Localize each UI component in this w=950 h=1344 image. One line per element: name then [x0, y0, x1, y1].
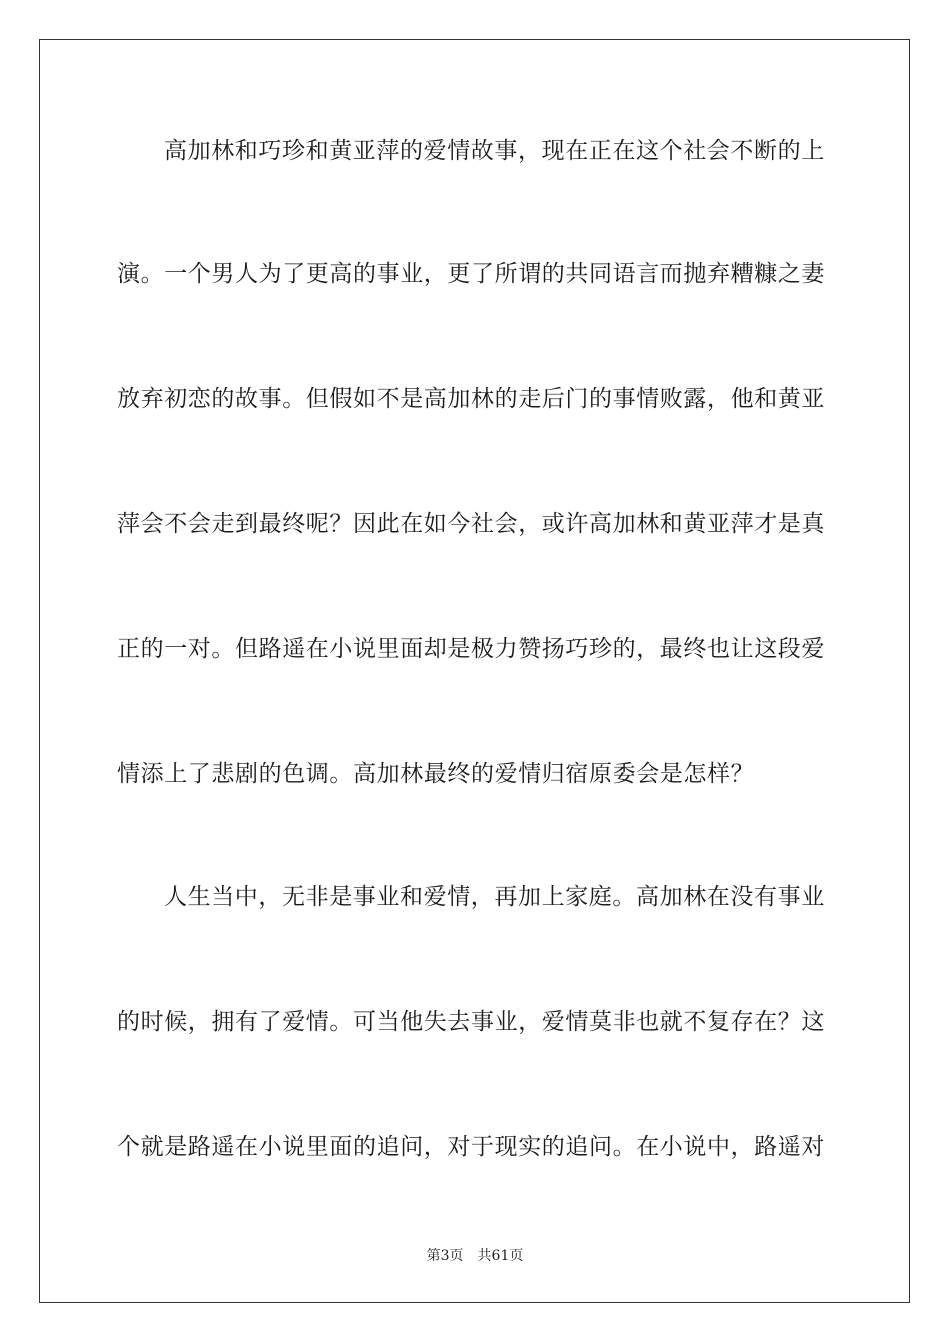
paragraph-1-line-5: 正的一对。但路遥在小说里面却是极力赞扬巧珍的，最终也让这段爱: [117, 636, 825, 662]
page-border: [39, 39, 910, 1303]
paragraph-2-line-1: 人生当中，无非是事业和爱情，再加上家庭。高加林在没有事业: [164, 884, 825, 910]
paragraph-1-line-2: 演。一个男人为了更高的事业，更了所谓的共同语言而抛弃糟糠之妻: [117, 261, 825, 287]
paragraph-2-line-3: 个就是路遥在小说里面的追问，对于现实的追问。在小说中，路遥对: [117, 1134, 825, 1160]
paragraph-1-line-3: 放弃初恋的故事。但假如不是高加林的走后门的事情败露，他和黄亚: [117, 386, 825, 412]
paragraph-1-line-4: 萍会不会走到最终呢？因此在如今社会，或许高加林和黄亚萍才是真: [117, 511, 825, 537]
total-pages: 共61页: [477, 1248, 524, 1264]
page-number: 第3页: [426, 1248, 464, 1264]
page-footer: [0, 1247, 950, 1265]
paragraph-2-line-2: 的时候，拥有了爱情。可当他失去事业，爱情莫非也就不复存在？这: [117, 1009, 825, 1035]
paragraph-1-line-1: 高加林和巧珍和黄亚萍的爱情故事，现在正在这个社会不断的上: [164, 138, 825, 164]
paragraph-1-line-6: 情添上了悲剧的色调。高加林最终的爱情归宿原委会是怎样？: [117, 761, 755, 787]
